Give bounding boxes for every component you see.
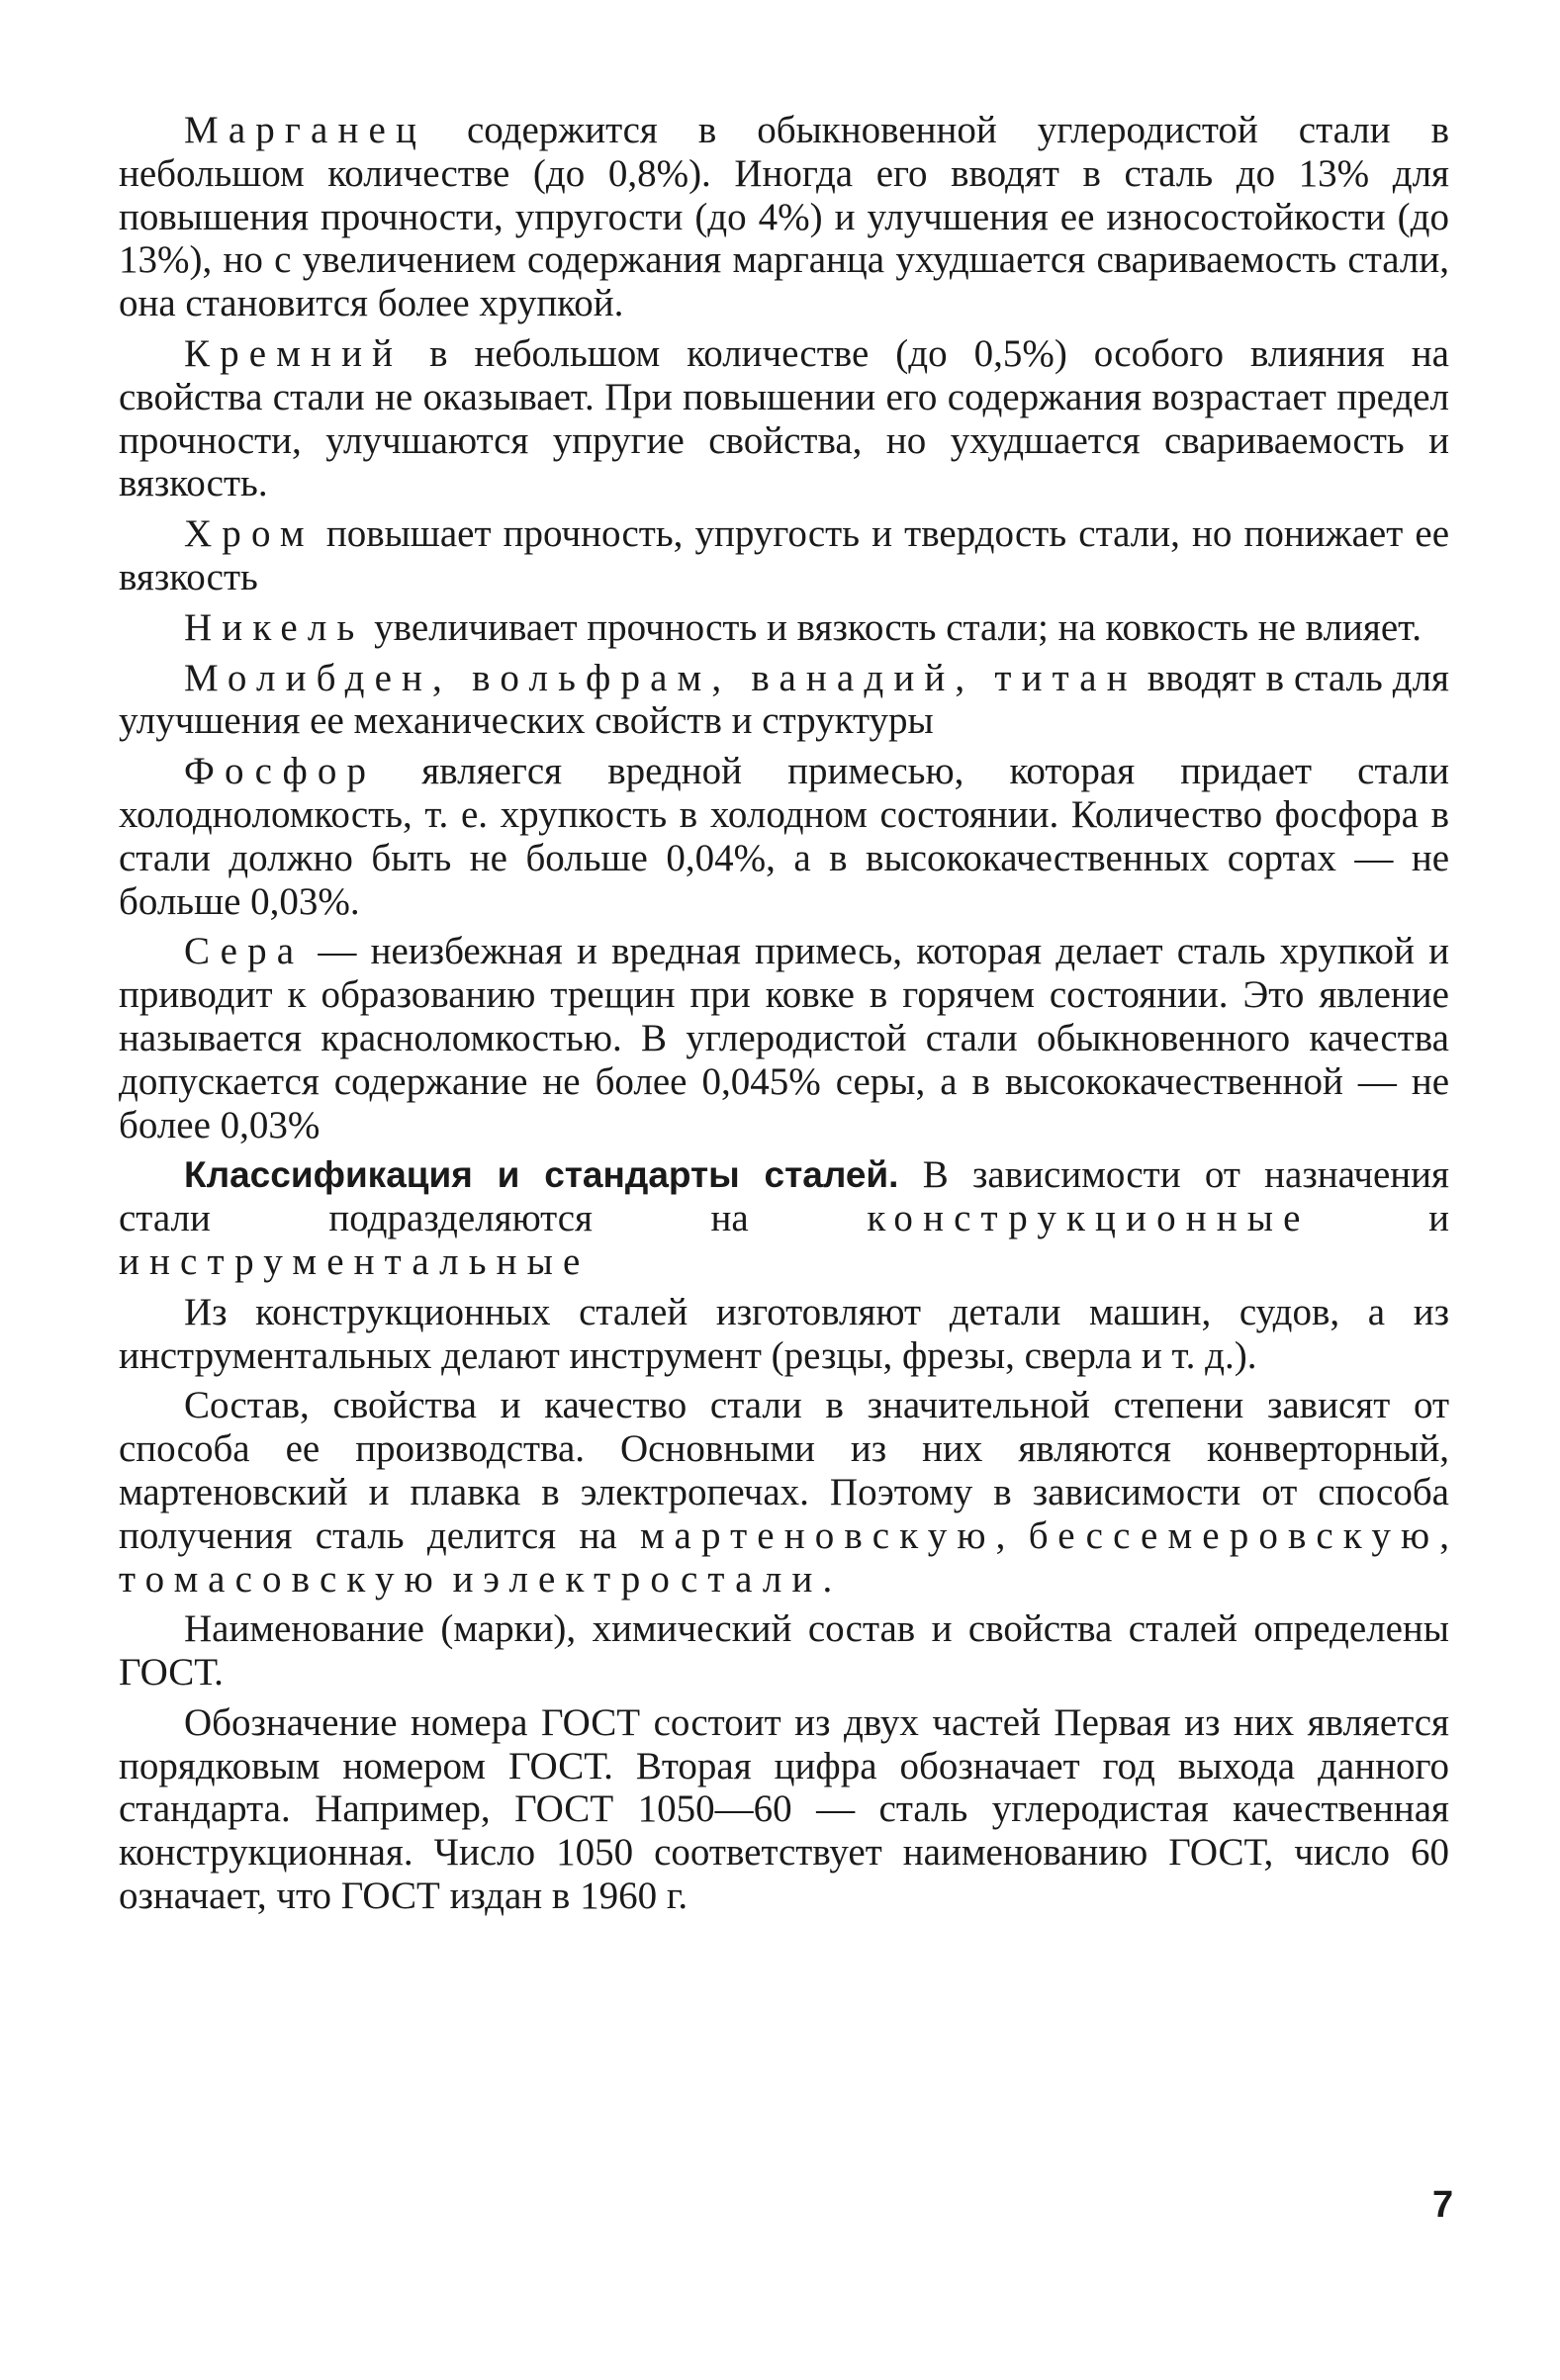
paragraph-text: в небольшом количестве (до 0,5%) особого влияния на свойства стали не оказывает. При повышении его содержания возрастает предел прочности, улучшаются упругие свойства, но ухудшается свариваемость и вязкость. [119,331,1449,505]
page-number: 7 [1432,2184,1454,2226]
paragraph-text: содержится в обыкновенной углеродистой стали в небольшом количестве (до 0,8%). Иногда его вводят в сталь до 13% для повышения прочности, упругости (до 4%) и улучшения ее износостойкости (до 13%), но с увеличением содержания марганца ухудшается свариваемость стали, она становится более хрупкой. [119,109,1449,325]
separator: , [1439,1513,1450,1557]
paragraph-text: являегся вредной примесью, которая придает стали холодноломкость, т. е. хрупкость в холодном состоянии. Количество фосфора в стали должно быть не больше 0,04%, а в высококачественных сортах — не больше 0,03%. [119,750,1449,923]
term-open-hearth: мартеновскую [640,1513,996,1557]
paragraph-chromium [119,512,1449,599]
paragraph-gost-numbering: Обозначение номера ГОСТ состоит из двух частей Первая из них является порядковым номером ГОСТ. Вторая цифра обозначает год выхода данного стандарта. Например, ГОСТ 1050—60 — сталь углеродистая качественная конструкционная. Число 1050 соответствует наименованию ГОСТ, число 60 означает, что ГОСТ издан в 1960 г. [119,1700,1449,1918]
paragraph-text: — неизбежная и вредная примесь, которая делает сталь хрупкой и приводит к образованию трещин при ковке в горячем состоянии. Это явление называется красноломкостью. В углеродистой стали обыкновенного качества допускается содержание не более 0,045% серы, а в высококачественной — не более 0,03% [119,930,1449,1146]
conjunction: и [1310,1197,1449,1240]
term-silicon: Кремний [184,331,404,375]
term-sulfur: Сера [184,930,305,973]
separator: , [995,1513,1029,1557]
paragraph-phosphorus [119,750,1449,923]
term-bessemer: бессемеровскую [1028,1513,1440,1557]
paragraph-manganese [119,109,1449,325]
paragraph-silicon [119,332,1449,505]
term-alloying-elements: Молибден, вольфрам, ванадий, титан [184,656,1138,699]
term-thomas: томасовскую [119,1557,443,1601]
paragraph-tools: Из конструкционных сталей изготовляют детали машин, судов, а из инструментальных делают инструмент (резцы, фрезы, сверла и т. д.). [119,1290,1449,1377]
paragraph-classification [119,1153,1449,1283]
term-chromium: Хром [184,512,315,556]
term-manganese: Марганец [184,109,426,151]
paragraph-text: В зависимости от назначения стали подразделяются на [119,1153,1449,1240]
term-phosphorus: Фосфор [184,750,377,793]
term-structural: конструкционные [867,1197,1311,1240]
conjunction: и [442,1557,484,1601]
paragraph-text: увеличивает прочность и вязкость стали; на ковкость не влияет. [364,605,1422,649]
paragraph-gost-names: Наименование (марки), химический состав и свойства сталей определены ГОСТ. [119,1607,1449,1694]
page-body [119,109,1449,1925]
paragraph-alloying-elements [119,657,1449,744]
paragraph-text: Состав, свойства и качество стали в значительной степени зависят от способа ее производства. Основными из них являются конверторный, мартеновский и плавка в электропечах. Поэтому в зависимости от способа получения сталь делится на [119,1384,1449,1557]
term-electric-steel: электростали [483,1557,823,1601]
term-nickel: Никель [184,605,365,649]
term-tool: инструментальные [119,1239,591,1283]
paragraph-nickel [119,606,1449,650]
paragraph-production [119,1384,1449,1601]
paragraph-text: повышает прочность, упругость и твердость стали, но понижает ее вязкость [119,512,1449,598]
paragraph-text: вводят в сталь для улучшения ее механических свойств и структуры [119,656,1450,743]
section-heading: Классификация и стандарты сталей. [184,1154,899,1196]
paragraph-sulfur [119,930,1449,1146]
period: . [822,1557,833,1601]
